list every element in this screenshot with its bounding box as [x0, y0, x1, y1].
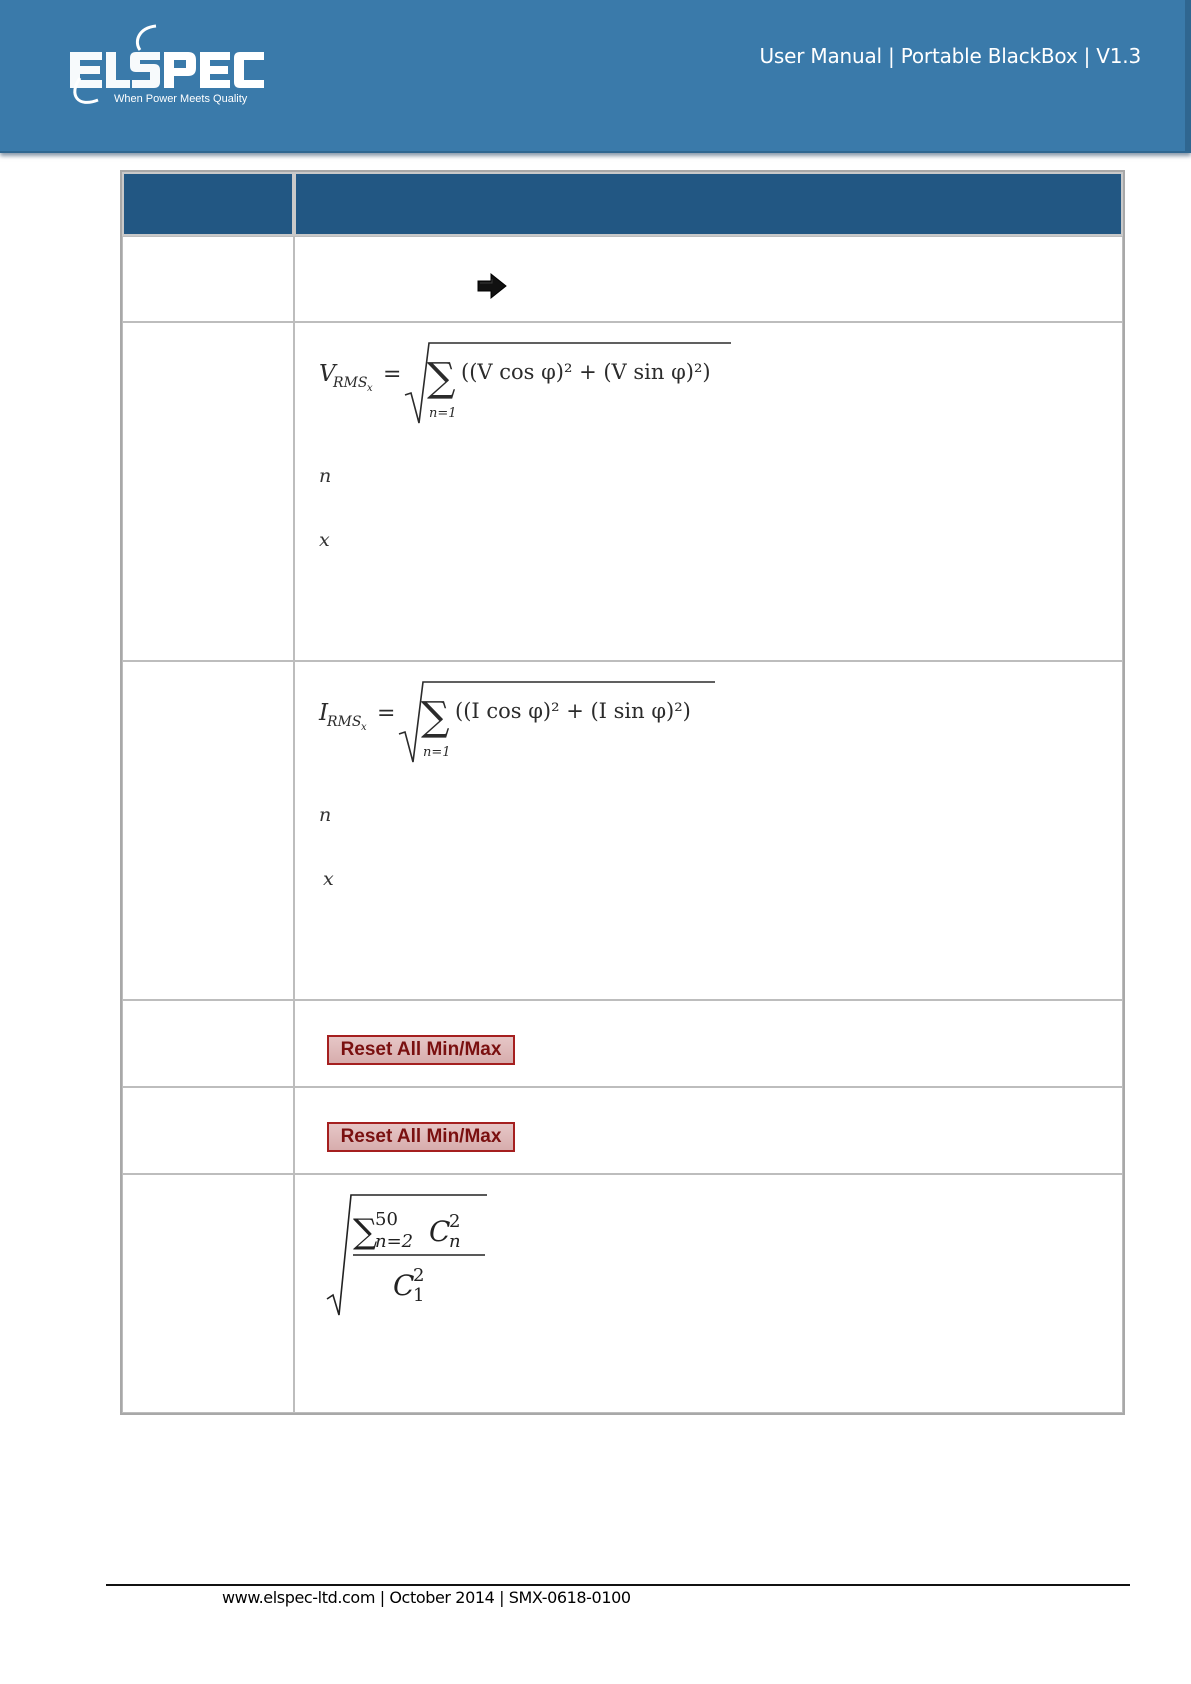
- svg-text:=: =: [377, 701, 396, 726]
- svg-text:C: C: [393, 1269, 415, 1302]
- table-row: [122, 1000, 1123, 1087]
- document-title: User Manual | Portable BlackBox | V1.3: [759, 44, 1141, 68]
- svg-text:C: C: [429, 1215, 451, 1248]
- table-row: [122, 1174, 1123, 1413]
- table-cell-parameter: [122, 661, 294, 1000]
- table-row: [122, 661, 1123, 1000]
- elspec-logo: [68, 20, 268, 110]
- footer-text: www.elspec-ltd.com | October 2014 | SMX-0618-0100: [222, 1588, 631, 1607]
- table-header-cell-description: [294, 172, 1123, 236]
- table-cell-parameter: [122, 322, 294, 661]
- svg-text:x: x: [367, 383, 373, 394]
- variable-x-label: x: [323, 868, 334, 890]
- reset-all-min-max-button[interactable]: Reset All Min/Max: [327, 1122, 515, 1152]
- svg-text:RMS: RMS: [327, 714, 362, 730]
- current-rms-formula: [317, 674, 737, 770]
- svg-text:I: I: [319, 700, 329, 726]
- variable-n-label: n: [319, 804, 332, 826]
- svg-text:When Power Meets Quality: When Power Meets Quality: [114, 93, 248, 105]
- svg-text:2: 2: [413, 1265, 425, 1286]
- svg-text:RMS: RMS: [333, 375, 368, 391]
- footer-divider: [106, 1584, 1130, 1586]
- header-edge: [1185, 0, 1191, 151]
- table-cell-parameter: [122, 1000, 294, 1087]
- svg-text:1: 1: [413, 1285, 425, 1306]
- svg-text:n=2: n=2: [375, 1231, 414, 1252]
- parameters-table: [120, 170, 1125, 1415]
- table-row: [122, 322, 1123, 661]
- svg-text:((I cos φ)² + (I sin φ)²): ((I cos φ)² + (I sin φ)²): [455, 699, 691, 723]
- right-arrow-icon: [475, 271, 509, 301]
- reset-all-min-max-button[interactable]: Reset All Min/Max: [327, 1035, 515, 1065]
- table-cell-parameter: [122, 1087, 294, 1174]
- parameters-table-wrapper: [120, 170, 1125, 1415]
- variable-n-label: n: [319, 465, 332, 487]
- table-cell-parameter: [122, 236, 294, 322]
- thd-formula: [325, 1191, 505, 1321]
- svg-text:∑: ∑: [353, 1212, 378, 1252]
- svg-text:V: V: [319, 361, 336, 387]
- svg-text:=: =: [383, 362, 402, 387]
- page-header: [0, 0, 1191, 153]
- table-row: [122, 1087, 1123, 1174]
- svg-text:∑: ∑: [427, 355, 456, 401]
- svg-text:x: x: [361, 722, 367, 733]
- svg-text:n=1: n=1: [429, 406, 457, 421]
- table-cell-description: [294, 1087, 1123, 1174]
- table-cell-description: [294, 661, 1123, 1000]
- table-header-row: [122, 172, 1123, 236]
- svg-text:2: 2: [449, 1211, 461, 1232]
- variable-x-label: x: [319, 529, 330, 551]
- table-row: [122, 236, 1123, 322]
- svg-text:n=1: n=1: [423, 745, 451, 760]
- voltage-rms-formula: [317, 335, 737, 431]
- table-cell-parameter: [122, 1174, 294, 1413]
- svg-text:((V cos φ)² + (V sin φ)²): ((V cos φ)² + (V sin φ)²): [461, 360, 711, 384]
- table-header-cell-parameter: [122, 172, 294, 236]
- table-cell-description: [294, 1174, 1123, 1413]
- svg-text:n: n: [449, 1231, 461, 1252]
- svg-text:∑: ∑: [421, 694, 450, 740]
- table-cell-description: [294, 322, 1123, 661]
- table-cell-description: [294, 1000, 1123, 1087]
- svg-text:50: 50: [375, 1209, 398, 1230]
- table-cell-description: [294, 236, 1123, 322]
